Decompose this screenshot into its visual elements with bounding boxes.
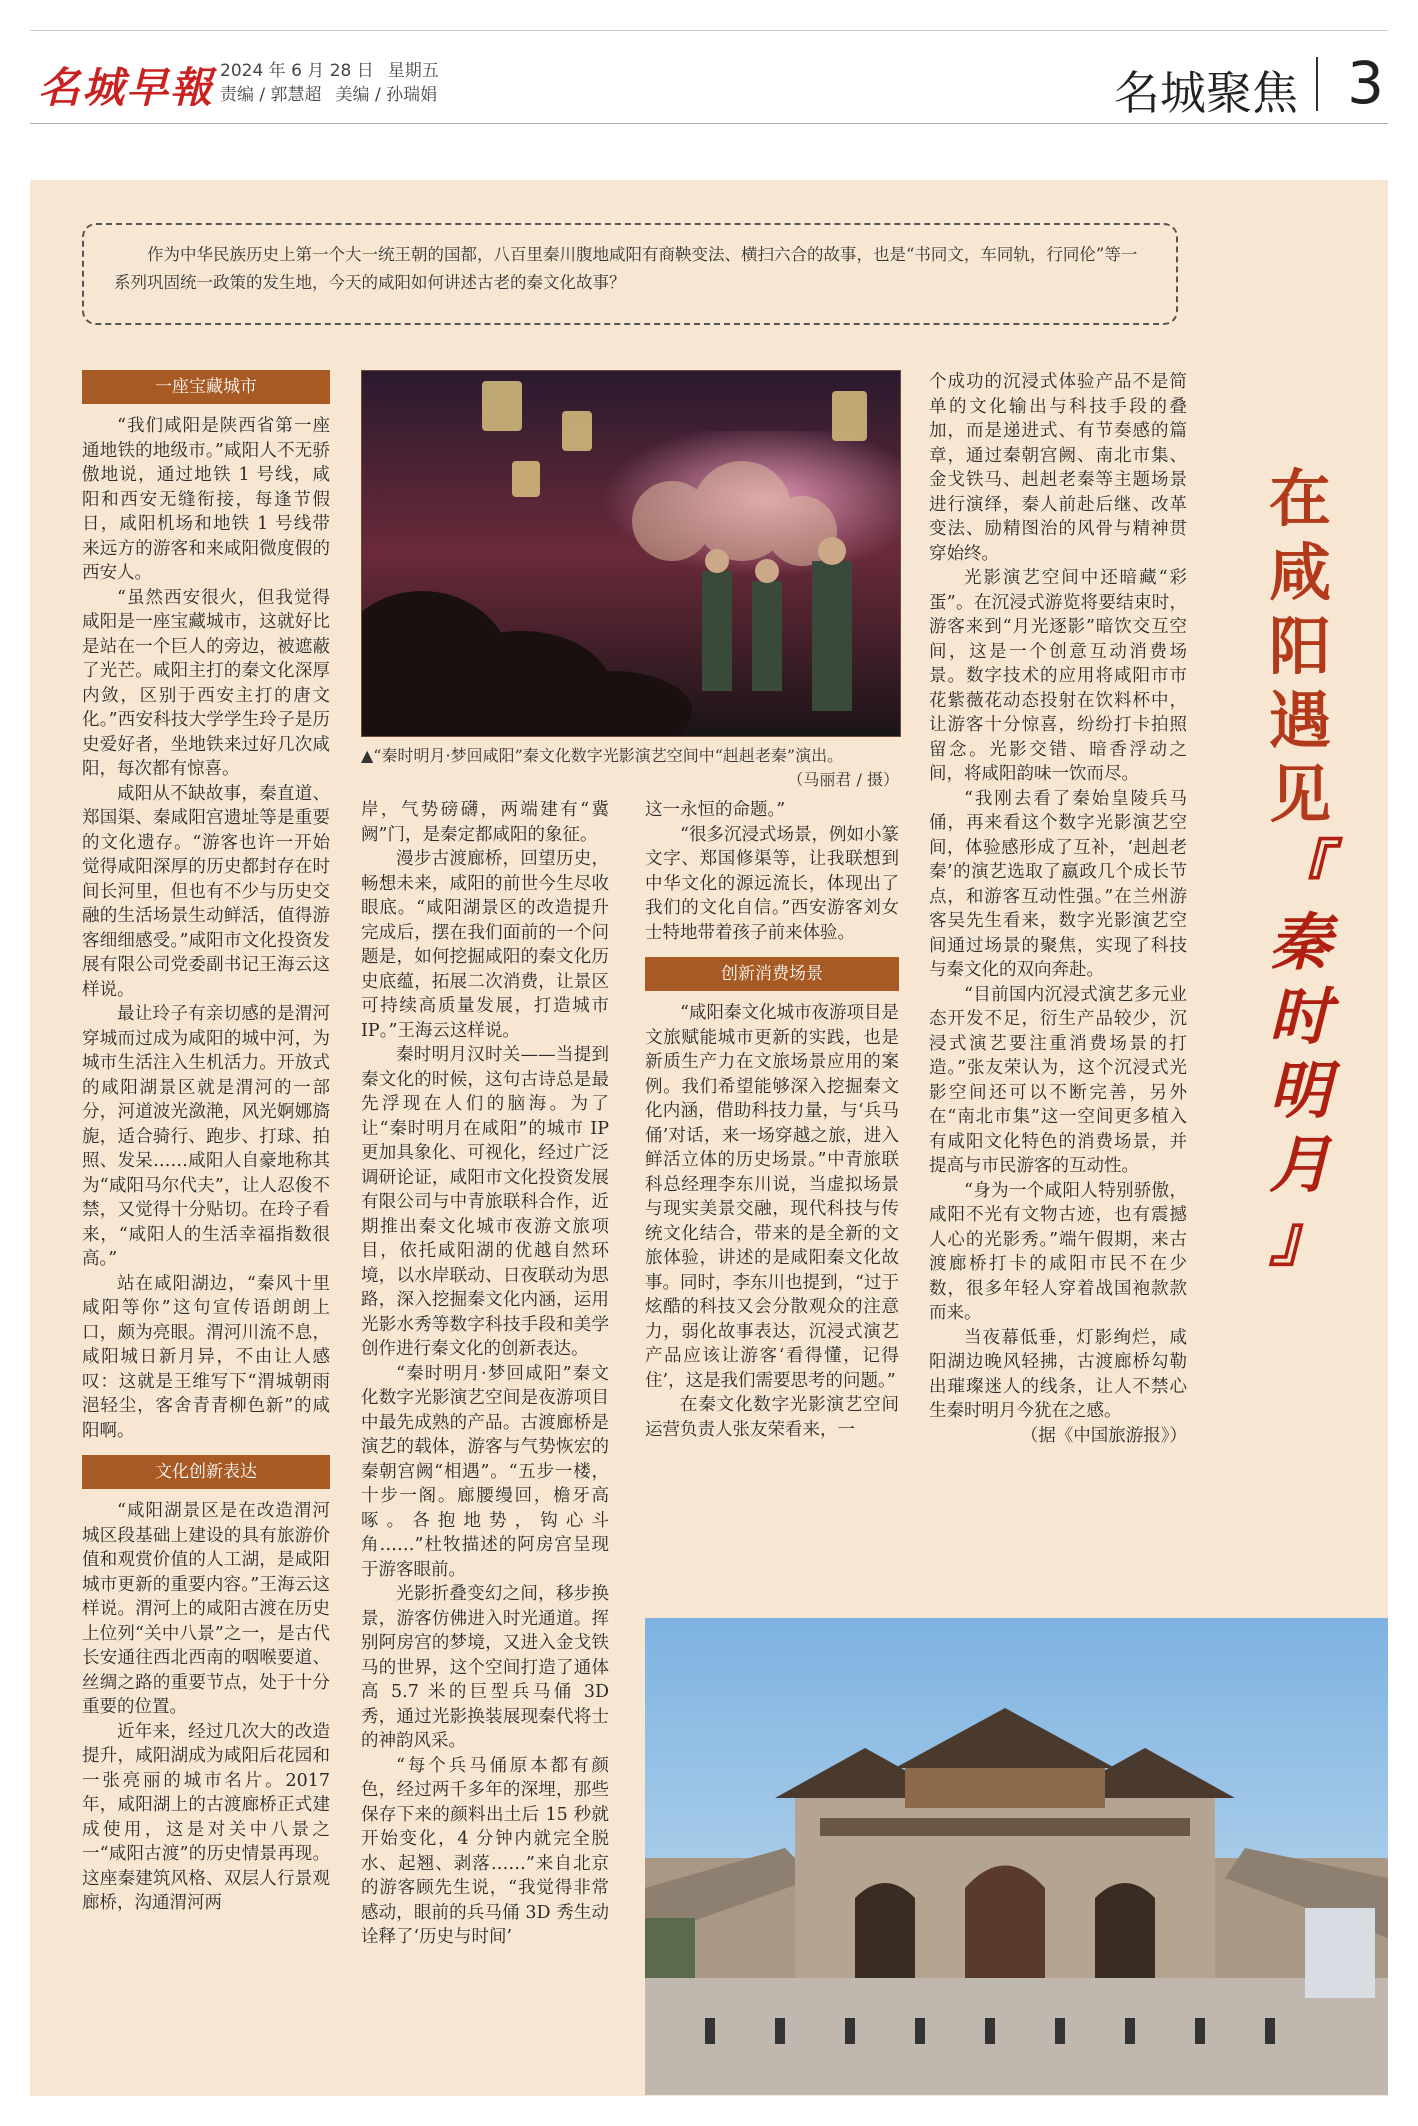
paragraph: “我们咸阳是陕西省第一座通地铁的地级市。”咸阳人不无骄傲地说，通过地铁 1 号线，咸阳和西安无缝衔接，每逢节假日，咸阳机场和地铁 1 号线带来远方的游客和来咸阳微度假的西安人。: [82, 416, 330, 583]
page-number: 3: [1347, 49, 1384, 117]
photo-caption-text: ▲“秦时明月·梦回咸阳”秦文化数字光影演艺空间中“赳赳老秦”演出。: [361, 746, 844, 765]
issue-weekday: 星期五: [387, 61, 439, 81]
column-1: [82, 370, 330, 1916]
designer: 美编 / 孙瑞娟: [335, 85, 438, 105]
paragraph: “咸阳秦文化城市夜游项目是文旅赋能城市更新的实践，也是新质生产力在文旅场景应用的案例。我们希望能够深入挖掘秦文化内涵，借助科技力量，与‘兵马俑’对话，来一场穿越之旅，进入鲜活立体的历史场景。”中青旅联科总经理李东川说，当虚拟场景与现实美景交融，现代科技与传统文化结合，带来的是全新的文旅体验，讲述的是咸阳秦文化故事。同时，李东川也提到，“过于炫酷的科技又会分散观众的注意力，弱化故事表达，沉浸式演艺产品应该让游客‘看得懂，记得住’，这是我们需要思考的问题。”: [645, 1003, 899, 1391]
paragraph: “每个兵马俑原本都有颜色，经过两千多年的深埋，那些保存下来的颜料出土后 15 秒就开始变化，4 分钟内就完全脱水、起翘、剥落……”来自北京的游客顾先生说，“我觉得非常感动，眼前的兵马俑 3D 秀生动诠释了‘历史与时间’: [361, 1755, 609, 1947]
photo-credit: （马丽君 / 摄）: [787, 770, 899, 789]
paragraph: “身为一个咸阳人特别骄傲，咸阳不光有文物古迹，也有震撼人心的光影秀。”端午假期，来古渡廊桥打卡的咸阳市民不在少数，很多年轻人穿着战国袍款款而来。: [929, 1180, 1187, 1323]
performance-photo-image: [362, 371, 900, 736]
paragraph: 光影演艺空间中还暗藏“彩蛋”。在沉浸式游览将要结束时，游客来到“月光逐影”暗饮交互空间，这是一个创意互动消费场景。数字技术的应用将咸阳市市花紫薇花动态投射在饮料杯中，让游客十分惊喜，纷纷打卡拍照留念。光影交错、暗香浮动之间，将咸阳韵味一饮而尽。: [929, 568, 1187, 784]
headline-part1: 在咸阳遇见: [1268, 462, 1331, 831]
paragraph: “很多沉浸式场景，例如小篆文字、郑国修渠等，让我联想到中华文化的源远流长，体现出了我们的文化自信。”西安游客刘女士特地带着孩子前来体验。: [645, 824, 899, 943]
newspaper-logo: 名城早報: [38, 63, 215, 112]
column-2: [361, 798, 609, 1950]
headline-close-quote: 』: [1268, 1202, 1331, 1275]
performance-photo: [361, 370, 901, 737]
paragraph: “我刚去看了秦始皇陵兵马俑，再来看这个数字光影演艺空间，体验感形成了互补，‘赳赳老秦’的演艺选取了嬴政几个成长节点，和游客互动性强。”在兰州游客吴先生看来，数字光影演艺空间通过场景的聚焦，实现了科技与秦文化的双向奔赴。: [929, 788, 1187, 980]
subhead-treasure-city: 一座宝藏城市: [82, 370, 330, 404]
paragraph: “秦时明月·梦回咸阳”秦文化数字光影演艺空间是夜游项目中最先成熟的产品。古渡廊桥是演艺的载体，游客与气势恢宏的秦朝宫阙“相遇”。“五步一楼，十步一阁。廊腰缦回，檐牙高啄。各抱地势，钩心斗角……”杜牧描述的阿房宫呈现于游客眼前。: [361, 1363, 609, 1580]
editor: 责编 / 郭慧超: [220, 85, 322, 105]
article-panel: [30, 180, 1388, 2096]
paragraph: 光影折叠变幻之间，移步换景，游客仿佛进入时光通道。挥别阿房宫的梦境，又进入金戈铁马的世界，这个空间打造了通体高 5.7 米的巨型兵马俑 3D 秀，通过光影换装展现秦代将士的神韵风采。: [361, 1584, 609, 1751]
column-3: [645, 798, 899, 1442]
subhead-cultural-innovation: 文化创新表达: [82, 1455, 330, 1489]
lead-paragraph: 作为中华民族历史上第一个大一统王朝的国都，八百里秦川腹地咸阳有商鞅变法、横扫六合的故事，也是“书同文，车同轨，行同伦”等一系列巩固统一政策的发生地，今天的咸阳如何讲述古老的秦文化故事？: [82, 223, 1178, 325]
photo-caption: [361, 744, 899, 792]
masthead: [30, 30, 1388, 124]
section-name: 名城聚焦: [1114, 66, 1298, 120]
paragraph: 当夜幕低垂，灯影绚烂，咸阳湖边晚风轻拂，古渡廊桥勾勒出璀璨迷人的线条，让人不禁心生秦时明月今犹在之感。: [929, 1327, 1187, 1421]
paragraph: “咸阳湖景区是在改造渭河城区段基础上建设的具有旅游价值和观赏价值的人工湖，是咸阳城市更新的重要内容。”王海云这样说。渭河上的咸阳古渡在历史上位列“关中八景”之一，是古代长安通往西北西南的咽喉要道、丝绸之路的重要节点，处于十分重要的位置。: [82, 1501, 330, 1717]
paragraph: 这一永恒的命题。”: [645, 800, 786, 820]
paragraph: 岸，气势磅礴，两端建有“冀阙”门，是秦定都咸阳的象征。: [361, 800, 609, 845]
column-4: [929, 370, 1187, 1448]
paragraph: 近年来，经过几次大的改造提升，咸阳湖成为咸阳后花园和一张亮丽的城市名片。2017 年，咸阳湖上的古渡廊桥正式建成使用，这是对关中八景之一“咸阳古渡”的历史情景再现。这座秦建筑风格、双层人行景观廊桥，沟通渭河两: [82, 1721, 330, 1913]
headline-quote: 秦时明月: [1268, 906, 1331, 1201]
paragraph: 最让玲子有亲切感的是渭河穿城而过成为咸阳的城中河，为城市生活注入生机活力。开放式的咸阳湖景区就是渭河的一部分，河道波光潋滟，风光婀娜旖旎，适合骑行、跑步、打球、拍照、发呆……咸阳人自豪地称其为“咸阳马尔代夫”，让人忍俊不禁，又觉得十分贴切。在玲子看来，“咸阳人的生活幸福指数很高。”: [82, 1004, 330, 1269]
paragraph: 漫步古渡廊桥，回望历史，畅想未来，咸阳的前世今生尽收眼底。“咸阳湖景区的改造提升完成后，摆在我们面前的一个问题是，如何挖掘咸阳的秦文化历史底蕴，拓展二次消费，让景区可持续高质量发展，打造城市 IP。”王海云这样说。: [361, 849, 609, 1041]
paragraph: “目前国内沉浸式演艺多元业态开发不足，衍生产品较少，沉浸式演艺要注重消费场景的打造。”张友荣认为，这个沉浸式光影空间还可以不断完善，另外在“南北市集”这一空间更多植入有咸阳文化特色的消费场景，并提高与市民游客的互动性。: [929, 984, 1187, 1176]
paragraph: 个成功的沉浸式体验产品不是简单的文化输出与科技手段的叠加，而是递进式、有节奏感的篇章，通过秦朝宫阙、南北市集、金戈铁马、赳赳老秦等主题场景进行演绎，秦人前赴后继、改革变法、励精图治的风骨与精神贯穿始终。: [929, 372, 1187, 564]
paragraph: 站在咸阳湖边，“秦风十里 咸阳等你”这句宣传语朗朗上口，颇为亮眼。渭河川流不息，咸阳城日新月异，不由让人感叹：这就是王维写下“渭城朝雨浥轻尘，客舍青青柳色新”的咸阳啊。: [82, 1273, 330, 1441]
issue-date: 2024 年 6 月 28 日: [220, 61, 374, 81]
paragraph: 在秦文化数字光影演艺空间运营负责人张友荣看来，一: [645, 1395, 899, 1440]
subhead-consumption-scenes: 创新消费场景: [645, 957, 899, 991]
issue-meta: [220, 59, 453, 107]
section-divider: [1316, 57, 1318, 111]
paragraph: 咸阳从不缺故事，秦直道、郑国渠、秦咸阳宫遗址等是重要的文化遗存。“游客也许一开始觉得咸阳深厚的历史都封存在时间长河里，但也有不少与历史交融的生活场景生动鲜活，值得游客细细感受。”咸阳市文化投资发展有限公司党委副书记王海云这样说。: [82, 783, 330, 1000]
article-source: （据《中国旅游报》）: [1020, 1425, 1187, 1446]
paragraph: 秦时明月汉时关——当提到秦文化的时候，这句古诗总是最先浮现在人们的脑海。为了让“秦时明月在咸阳”的城市 IP 更加具象化、可视化，经过广泛调研论证，咸阳市文化投资发展有限公司与中青旅联科合作，近期推出秦文化城市夜游文旅项目，依托咸阳湖的优越自然环境，以水岸联动、日夜联动为思路，深入挖掘秦文化内涵，运用光影水秀等数字科技手段和美学创作进行秦文化的创新表达。: [361, 1045, 609, 1359]
gate-photo-image: [645, 1618, 1388, 2095]
paragraph: “虽然西安很火，但我觉得咸阳是一座宝藏城市，这就好比是站在一个巨人的旁边，被遮蔽了光芒。咸阳主打的秦文化深厚内敛，区别于西安主打的唐文化。”西安科技大学学生玲子是历史爱好者，坐地铁来过好几次咸阳，每次都有惊喜。: [82, 587, 330, 779]
headline-open-quote: 『: [1268, 832, 1331, 905]
gate-photo: [645, 1618, 1388, 2095]
article-headline: [1240, 462, 1360, 1276]
